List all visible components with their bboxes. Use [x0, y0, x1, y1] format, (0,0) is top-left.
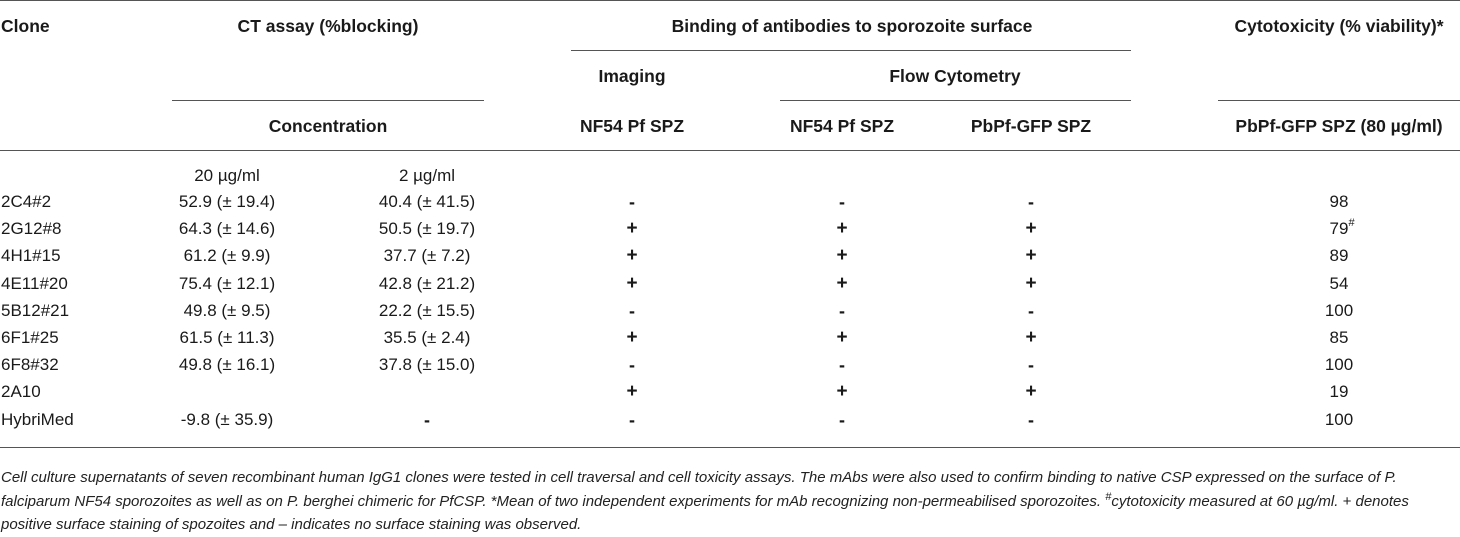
- header-conc-2: 2 µg/ml: [398, 166, 456, 185]
- cell-cyto: 79 #: [1329, 217, 1355, 239]
- cell-flow-pbpf: +: [1025, 245, 1037, 267]
- cell-flow-pbpf: -: [1028, 300, 1034, 321]
- table-footnote: [1, 466, 1457, 537]
- cell-clone: 2C4#2: [1, 192, 52, 211]
- cell-ct20: 61.5 (± 11.3): [179, 328, 275, 347]
- binding-underline: [571, 50, 1131, 51]
- cell-flow-pbpf: +: [1025, 218, 1037, 240]
- header-pbpf-cyto: PbPf-GFP SPZ (80 µg/ml): [1235, 116, 1443, 136]
- cell-flow-nf54: +: [836, 245, 848, 267]
- header-clone: Clone: [1, 16, 50, 36]
- footnote-sup: #: [1105, 490, 1112, 503]
- cell-img: +: [626, 245, 638, 267]
- header-imaging: Imaging: [598, 66, 666, 86]
- cell-clone: HybriMed: [1, 409, 74, 429]
- cell-cyto: 100: [1324, 355, 1354, 375]
- cell-cyto: 54: [1329, 273, 1349, 293]
- cell-ct2: 42.8 (± 21.2): [378, 273, 476, 293]
- cell-flow-pbpf: +: [1025, 272, 1037, 294]
- cell-flow-pbpf: -: [1028, 192, 1034, 212]
- cell-ct20: 75.4 (± 12.1): [178, 273, 276, 293]
- cell-img: -: [629, 409, 635, 430]
- cell-clone: 5B12#21: [1, 300, 70, 320]
- cell-img: +: [626, 327, 638, 348]
- cell-cyto: 100: [1324, 300, 1354, 320]
- top-rule: [0, 0, 1460, 1]
- cell-flow-nf54: -: [839, 355, 845, 376]
- cell-ct2: -: [424, 409, 430, 430]
- header-flow-cytometry: Flow Cytometry: [889, 66, 1021, 86]
- cell-img: -: [629, 192, 635, 212]
- cell-flow-nf54: +: [836, 272, 848, 294]
- footnote-part-2: cytotoxicity measured at 60 µg/ml. + denotes positive surface staining of spozoites and – indicates no surface staining was observed.: [1, 492, 1409, 533]
- cell-ct20: 61.2 (± 9.9): [183, 246, 271, 266]
- header-nf54-flow: NF54 Pf SPZ: [789, 116, 895, 136]
- cell-flow-nf54: -: [839, 192, 845, 212]
- cell-ct20: 64.3 (± 14.6): [178, 219, 276, 239]
- cell-ct2: 37.8 (± 15.0): [378, 355, 476, 375]
- cell-clone: 2G12#8: [1, 219, 62, 239]
- cell-cyto: 98: [1329, 192, 1349, 211]
- cell-flow-nf54: -: [839, 300, 845, 321]
- cell-flow-nf54: +: [836, 381, 848, 403]
- cell-img: -: [629, 300, 635, 321]
- cell-flow-nf54: -: [839, 409, 845, 430]
- cell-flow-pbpf: +: [1025, 381, 1037, 403]
- cell-ct2: 35.5 (± 2.4): [383, 328, 471, 347]
- cell-ct2: 37.7 (± 7.2): [383, 246, 471, 266]
- ct-underline: [172, 100, 484, 101]
- cell-ct20: 49.8 (± 9.5): [183, 300, 271, 320]
- header-conc-20: 20 µg/ml: [194, 166, 260, 185]
- header-cytotoxicity: Cytotoxicity (% viability)*: [1234, 16, 1444, 36]
- cell-cyto: 19: [1329, 382, 1349, 402]
- cell-ct20: 52.9 (± 19.4): [178, 192, 276, 211]
- header-nf54-imaging: NF54 Pf SPZ: [579, 116, 685, 136]
- table-bottom-rule: [0, 447, 1460, 448]
- cell-ct20: -9.8 (± 35.9): [180, 409, 274, 429]
- cell-clone: 4E11#20: [1, 273, 68, 293]
- cyto-underline: [1218, 100, 1460, 101]
- cell-flow-pbpf: -: [1028, 409, 1034, 430]
- cell-ct2: 50.5 (± 19.7): [378, 219, 476, 239]
- cell-cyto: 100: [1324, 409, 1354, 429]
- cell-img: +: [626, 272, 638, 294]
- cell-img: +: [626, 218, 638, 240]
- cell-img: +: [626, 381, 638, 403]
- cell-clone: 6F1#25: [1, 328, 59, 347]
- cell-cyto: 85: [1329, 328, 1349, 347]
- cell-clone: 2A10: [1, 382, 41, 402]
- footnote-part-1: Cell culture supernatants of seven recombinant human IgG1 clones were tested in cell traversal and cell toxicity assays. The mAbs were also used to confirm binding to native CSP expressed on the surface of P. falciparum NF54 sporozoites as well as on P. berghei chimeric for PfCSP. *Mean of two independent experiments for mAb recognizing non-permeabilised sporozoites.: [1, 469, 1397, 510]
- header-concentration: Concentration: [268, 116, 388, 136]
- cell-ct20: 49.8 (± 16.1): [178, 355, 276, 375]
- flow-underline: [780, 100, 1131, 101]
- cell-cyto: 89: [1329, 246, 1349, 266]
- cell-flow-pbpf: -: [1028, 355, 1034, 376]
- header-ct-assay: CT assay (%blocking): [237, 16, 419, 36]
- cell-clone: 6F8#32: [1, 355, 59, 375]
- header-pbpf-flow: PbPf-GFP SPZ: [970, 116, 1092, 136]
- cell-flow-pbpf: +: [1025, 327, 1037, 348]
- cell-clone: 4H1#15: [1, 246, 61, 266]
- cell-ct2: 40.4 (± 41.5): [378, 192, 476, 211]
- cell-flow-nf54: +: [836, 218, 848, 240]
- cell-flow-nf54: +: [836, 327, 848, 348]
- cell-ct2: 22.2 (± 15.5): [378, 300, 476, 320]
- cell-img: -: [629, 355, 635, 376]
- header-bottom-rule: [0, 150, 1460, 151]
- header-binding: Binding of antibodies to sporozoite surface: [671, 16, 1033, 36]
